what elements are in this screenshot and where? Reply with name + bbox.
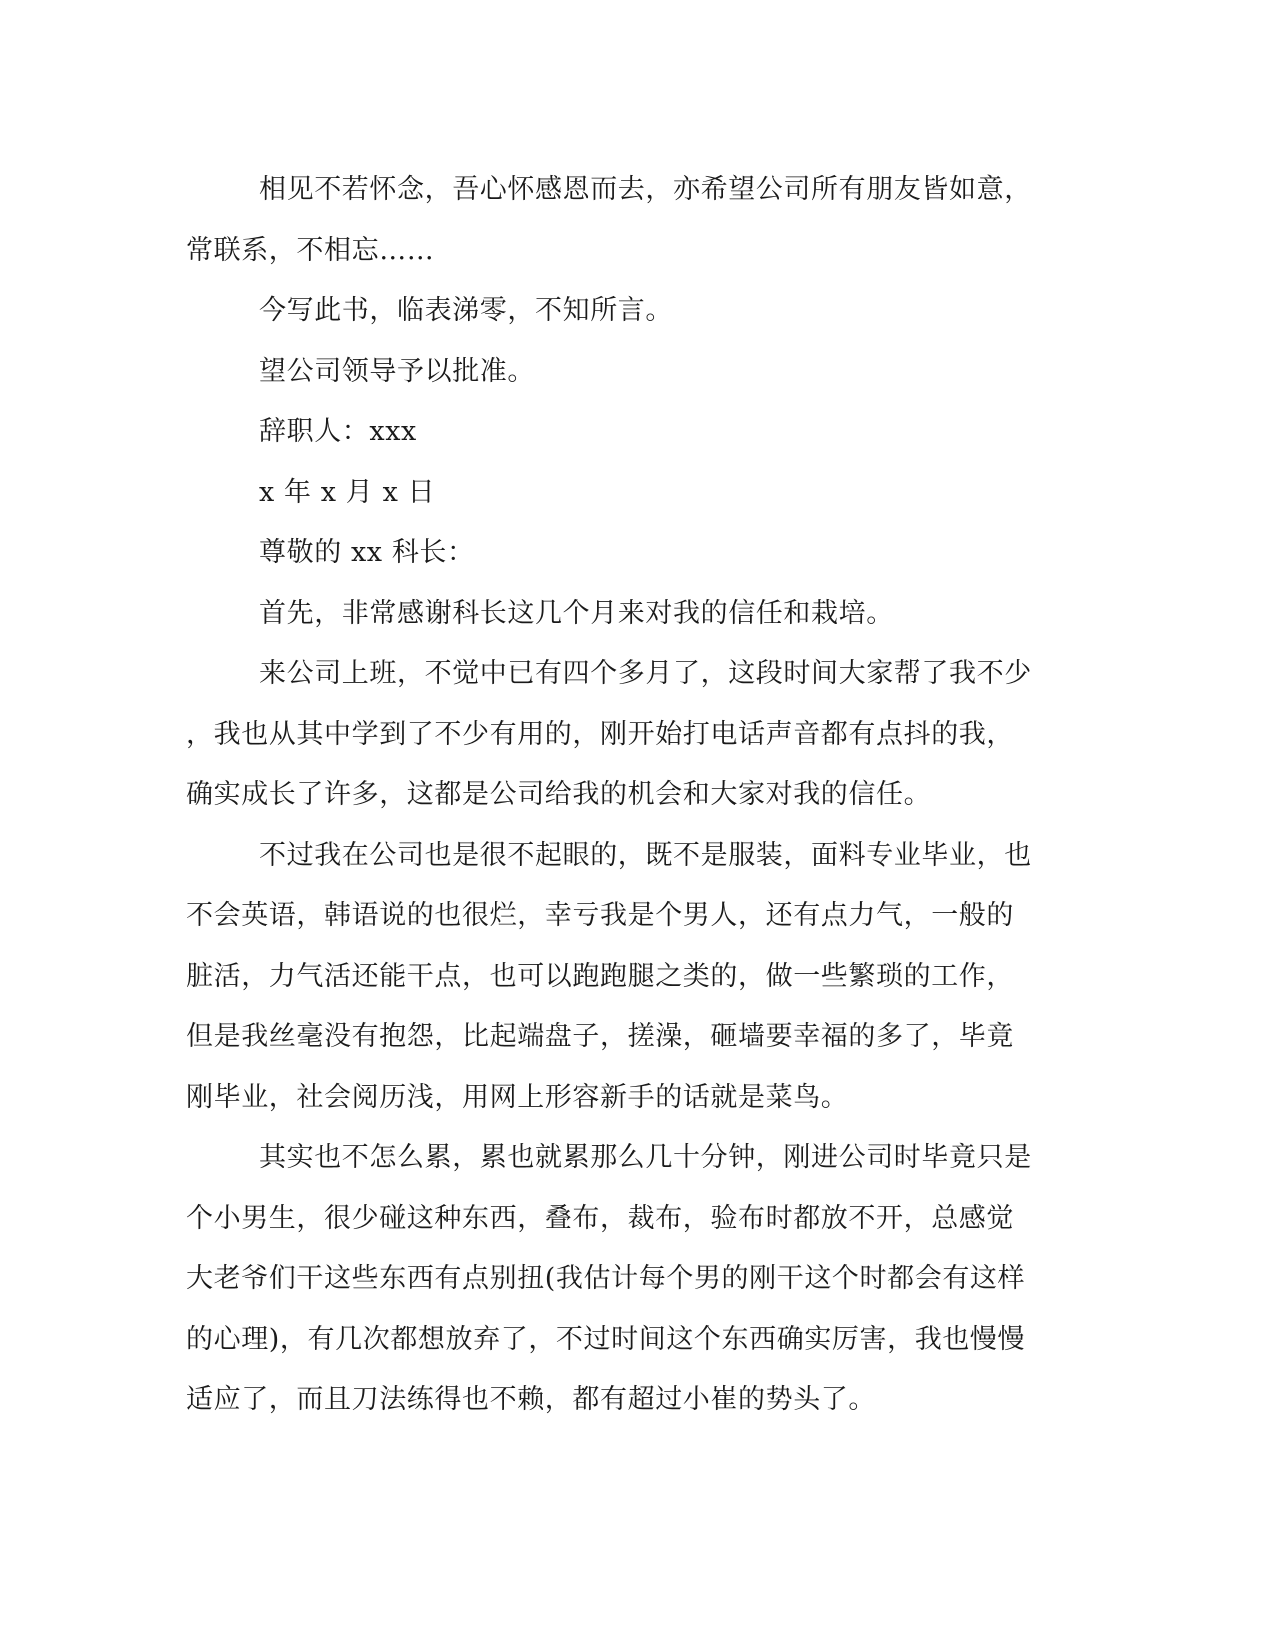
text-line: 适应了，而且刀法练得也不赖，都有超过小崔的势头了。 — [186, 1384, 876, 1415]
text-line: 脏活，力气活还能干点，也可以跑跑腿之类的，做一些繁琐的工作， — [186, 960, 1014, 992]
text-line: 不过我在公司也是很不起眼的，既不是服装，面料专业毕业，也 — [259, 839, 1032, 871]
paragraph-approval — [186, 342, 1061, 403]
signature-date — [186, 463, 1061, 524]
text-line: 但是我丝毫没有抱怨，比起端盘子，搓澡，砸墙要幸福的多了，毕竟 — [186, 1021, 1014, 1052]
paragraph-growth — [186, 644, 1061, 826]
paragraph-writing — [186, 281, 1061, 342]
text-line: 其实也不怎么累，累也就累那么几十分钟，刚进公司时毕竟只是 — [259, 1142, 1032, 1173]
salutation — [186, 523, 1061, 584]
text-line: 辞职人：xxx — [259, 416, 417, 447]
text-line: 来公司上班，不觉中已有四个多月了，这段时间大家帮了我不少 — [259, 658, 1032, 689]
text-line: 大老爷们干这些东西有点别扭(我估计每个男的刚干这个时都会有这样 — [186, 1263, 1026, 1294]
text-line: ，我也从其中学到了不少有用的，刚开始打电话声音都有点抖的我， — [186, 718, 1014, 750]
paragraph-humble — [186, 826, 1061, 1129]
paragraph-adapting — [186, 1128, 1061, 1431]
text-line: 常联系，不相忘…… — [186, 234, 435, 266]
text-line: 确实成长了许多，这都是公司给我的机会和大家对我的信任。 — [186, 779, 932, 810]
text-line: x 年 x 月 x 日 — [259, 476, 436, 508]
text-line: 望公司领导予以批准。 — [259, 355, 535, 387]
signature-name — [186, 402, 1061, 463]
document-body — [186, 160, 1061, 1431]
text-line: 首先，非常感谢科长这几个月来对我的信任和栽培。 — [259, 597, 894, 629]
text-line: 个小男生，很少碰这种东西，叠布，裁布，验布时都放不开，总感觉 — [186, 1202, 1014, 1234]
paragraph-farewell — [186, 160, 1061, 281]
text-line: 的心理)，有几次都想放弃了，不过时间这个东西确实厉害，我也慢慢 — [186, 1323, 1026, 1355]
text-line: 相见不若怀念，吾心怀感恩而去，亦希望公司所有朋友皆如意， — [259, 174, 1032, 205]
text-line: 今写此书，临表涕零，不知所言。 — [259, 295, 673, 326]
text-line: 不会英语，韩语说的也很烂，幸亏我是个男人，还有点力气，一般的 — [186, 900, 1014, 931]
paragraph-thanks — [186, 584, 1061, 645]
text-line: 尊敬的 xx 科长： — [259, 537, 475, 568]
text-line: 刚毕业，社会阅历浅，用网上形容新手的话就是菜鸟。 — [186, 1081, 849, 1113]
